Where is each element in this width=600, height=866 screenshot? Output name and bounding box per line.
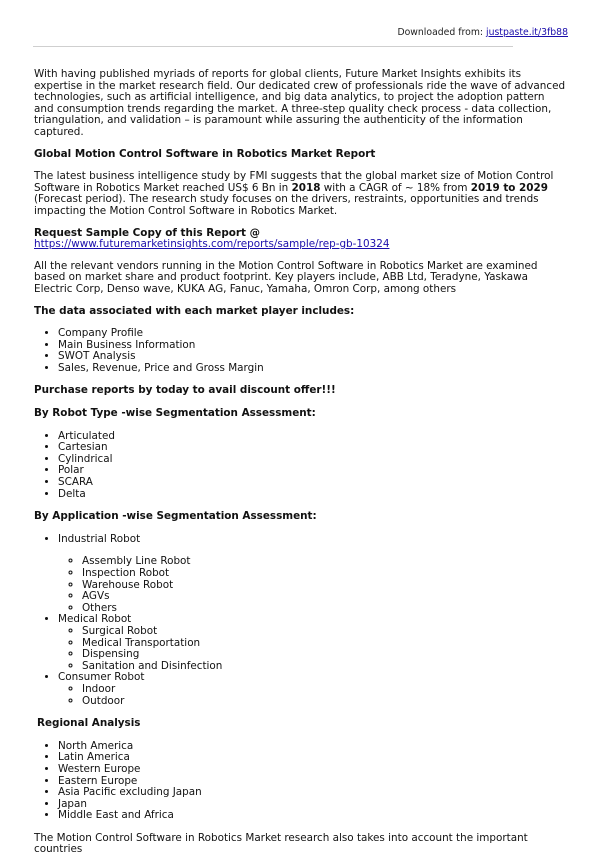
group-label: Medical Robot (58, 613, 132, 626)
list-item: • Cylindrical (58, 454, 567, 466)
study-text-3: (Forecast period). The research study focuses on the drivers, restraints, opportunities and trends impacting the Motion Control Software in Robotics Market. (34, 193, 539, 217)
list-item: ◦ Dispensing (82, 649, 567, 661)
player-data-list (34, 328, 567, 374)
robot-type-heading: By Robot Type -wise Segmentation Assessment: (34, 407, 316, 420)
list-item: • Western Europe (58, 764, 567, 776)
list-item: ◦ AGVs (82, 591, 567, 603)
application-list (34, 534, 567, 707)
report-title: Global Motion Control Software in Robotics Market Report (34, 147, 376, 160)
vendors-paragraph: All the relevant vendors running in the Motion Control Software in Robotics Market are examined based on market share and product footprint. Key players include, ABB Ltd, Teradyne, Yaskawa Electric Corp, Denso wave, KUKA AG, Fanuc, Yamaha, Omron Corp, among others (34, 259, 538, 295)
list-item (58, 672, 567, 707)
industrial-sublist (58, 556, 567, 614)
list-item (58, 614, 567, 672)
study-text-2: with a CAGR of ~ 18% from (320, 181, 471, 194)
medical-sublist (58, 626, 567, 672)
study-text-1: The latest business intelligence study by FMI suggests that the global market size of Motion Control Software in Robotics Market reached US$ 6 Bn in (34, 170, 554, 194)
list-item: • Latin America (58, 752, 567, 764)
request-sample (34, 228, 567, 251)
list-item: • Articulated (58, 431, 567, 443)
closing-paragraph: The Motion Control Software in Robotics Market research also takes into account the important countries (34, 831, 528, 856)
list-item: • Eastern Europe (58, 776, 567, 788)
regional-list (34, 741, 567, 822)
list-item: ◦ Surgical Robot (82, 626, 567, 638)
list-item: • North America (58, 741, 567, 753)
application-heading: By Application -wise Segmentation Assessment: (34, 510, 317, 523)
list-item: • SCARA (58, 477, 567, 489)
downloaded-label: Downloaded from: (397, 27, 484, 38)
list-item: ◦ Indoor (82, 684, 567, 696)
robot-type-list (34, 431, 567, 501)
intro-paragraph: With having published myriads of reports for global clients, Future Market Insights exhibits its expertise in the market research field. Our dedicated crew of professionals ride the wave of advanced technologies, such as artificial intelligence, and big data analytics, to project the adoption pattern and consumption trends regarding the market. A three-step quality check process - data collection, triangulation, and validation – is paramount while assuring the authenticity of the information captured. (34, 68, 566, 138)
list-item: • Main Business Information (58, 340, 567, 352)
list-item: • SWOT Analysis (58, 351, 567, 363)
list-item: ◦ Others (82, 603, 567, 615)
consumer-sublist (58, 684, 567, 707)
regional-heading: Regional Analysis (37, 717, 141, 730)
header-divider (33, 46, 513, 47)
source-link[interactable]: justpaste.it/3fb88 (485, 27, 568, 38)
list-item: ◦ Sanitation and Disinfection (82, 661, 567, 673)
list-item: • Sales, Revenue, Price and Gross Margin (58, 363, 567, 375)
group-label: Consumer Robot (58, 671, 145, 684)
study-year: 2018 (291, 181, 321, 194)
player-data-heading: The data associated with each market player includes: (34, 304, 355, 317)
list-item: • Cartesian (58, 442, 567, 454)
list-item: • Delta (58, 489, 567, 501)
list-item: ◦ Outdoor (82, 696, 567, 708)
list-item: ◦ Inspection Robot (82, 568, 567, 580)
list-item: • Japan (58, 799, 567, 811)
list-item: ◦ Medical Transportation (82, 638, 567, 650)
download-header (397, 27, 568, 39)
study-range: 2019 to 2029 (470, 181, 548, 194)
study-paragraph (34, 171, 567, 217)
list-item: • Asia Pacific excluding Japan (58, 787, 567, 799)
list-item: ◦ Assembly Line Robot (82, 556, 567, 568)
request-sample-link[interactable]: https://www.futuremarketinsights.com/reports/sample/rep-gb-10324 (34, 238, 390, 251)
list-item: ◦ Warehouse Robot (82, 580, 567, 592)
list-item: • Company Profile (58, 328, 567, 340)
list-item: • Polar (58, 465, 567, 477)
list-item (58, 534, 567, 615)
group-label: • Industrial Robot (58, 532, 141, 545)
list-item: • Middle East and Africa (58, 810, 567, 822)
request-label: Request Sample Copy of this Report @ (34, 226, 261, 239)
document-body (34, 69, 567, 866)
purchase-offer: Purchase reports by today to avail discount offer!!! (34, 384, 336, 397)
